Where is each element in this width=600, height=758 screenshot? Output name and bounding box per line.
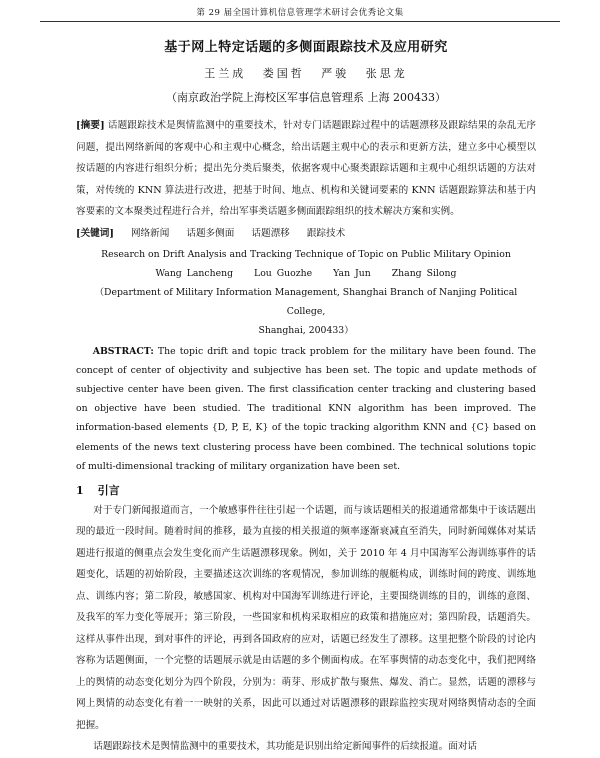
keyword: 话题多侧面: [186, 227, 235, 239]
intro-paragraph-1: 对于专门新闻报道而言，一个敏感事件往往引起一个话题，而与该话题相关的报道通常都集中于该话题出现的最近一段时间。随着时间的推移，最为直接的相关报道的频率逐渐衰减直至消失，同时新闻媒体对某话题进行报道的侧重点会发生变化而产生话题漂移现象。例如，关于 2010 年 4 月中国海军公海训练事件的话题变化，话题的初始阶段，主要描述这次训练的客观情况，参加训练的舰艇构成，训练时间的跨度、训练地点、训练内容；第二阶段，敏感国家、机构对中国海军训练进行评论，主要围绕训练的目的，训练的意图、及我军的军力变化等展开；第三阶段，一些国家和机构采取相应的政策和措施应对；第四阶段，话题消失。这样从事件出现，到对事件的评论，再到各国政府的应对，话题已经发生了漂移。这里把整个阶段的讨论内容称为话题侧面，一个完整的话题展示就是由话题的多个侧面构成。在军事舆情的动态变化中，我们把网络上的舆情的动态变化划分为四个阶段，分别为：萌芽、形成扩散与聚焦、爆发、消亡。显然，话题的漂移与网上舆情的动态变化有着一一映射的关系，因此可以通过对话题漂移的跟踪监控实现对网络舆情动态的全面把握。: [76, 504, 536, 731]
section-title: 引言: [97, 483, 120, 497]
abstract-en-text: The topic drift and topic track problem for the military have been found. The concept of center of objectivity and subjective has been set. The topic and update methods of subjective center have been given. The first classification center tracking and clustering based on objective have been studied. The traditional KNN algorithm has been improved. The information-based elements {D, P, E, K} of the topic tracking algorithm KNN and {C} based on elements of the news text clustering process have been combined. The technical solutions topic of multi-dimensional tracking of military organization have been set.: [76, 345, 536, 472]
keyword: 话题漂移: [251, 227, 290, 239]
section-number: 1: [76, 483, 84, 497]
keyword: 网络新闻: [130, 227, 170, 239]
affiliation-cn: （南京政治学院上海校区军事信息管理系 上海 200433）: [166, 91, 446, 104]
abstract-cn-text: 话题跟踪技术是舆情监测中的重要技术，针对专门话题跟踪过程中的话题漂移及跟踪结果的杂乱无序问题，提出网络新闻的客观中心和主观中心概念，给出话题主观中心的表示和更新方法，建立多中心模型以按话题的内容进行组织分析；提出先分类后聚类，依据客观中心聚类跟踪话题和主观中心组织话题的方法对策，对传统的 KNN 算法进行改进，把基于时间、地点、机构和关键词要素的 KNN 话题跟踪算法和基于内容要素的文本聚类过程进行合并，给出军事类话题多侧面跟踪组织的技术解决方案和实例。: [76, 120, 536, 217]
section-heading: [76, 482, 536, 498]
running-head: 第 29 届全国计算机信息管理学术研讨会优秀论文集: [40, 6, 560, 22]
author-en: Yan Jun: [333, 267, 371, 279]
paper-page: [76, 28, 536, 758]
paper-title: 基于网上特定话题的多侧面跟踪技术及应用研究: [164, 40, 448, 55]
authors-en: [76, 264, 536, 283]
intro-paragraph-2: 话题跟踪技术是舆情监测中的重要技术，其功能是识别出给定新闻事件的后续报道。面对话: [93, 741, 478, 753]
affiliation-en-line2: Shanghai, 200433）: [258, 324, 354, 336]
author-en: Lou Guozhe: [254, 267, 313, 279]
abstract-en-label: ABSTRACT:: [92, 345, 154, 357]
abstract-cn-label: [摘要]: [76, 120, 105, 131]
affiliation-en: [76, 283, 536, 340]
author-en: Zhang Silong: [391, 267, 457, 279]
author-en: Wang Lancheng: [155, 267, 234, 279]
keywords-cn: [76, 225, 536, 239]
keyword: 跟踪技术: [306, 227, 346, 239]
title-en: Research on Drift Analysis and Tracking Technique of Topic on Public Military Opinion: [101, 248, 511, 260]
abstract-en: [76, 342, 536, 476]
affiliation-en-line1: （Department of Military Information Management, Shanghai Branch of Nanjing Political College,: [94, 286, 518, 317]
keywords-label: [关键词]: [76, 227, 114, 239]
abstract-cn: [76, 115, 536, 223]
authors-cn: 王兰成 娄国哲 严骏 张思龙: [204, 67, 408, 80]
